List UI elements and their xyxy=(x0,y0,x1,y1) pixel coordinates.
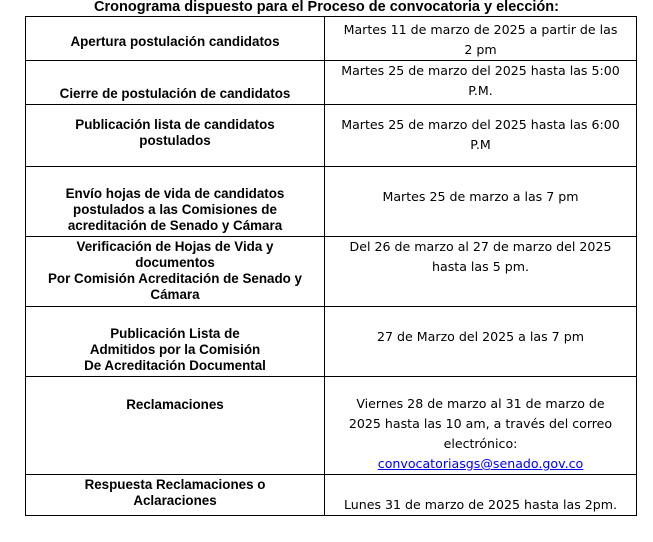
table-row xyxy=(26,61,637,105)
schedule-table xyxy=(25,16,637,516)
event-cell xyxy=(26,61,325,105)
event-cell xyxy=(26,307,325,377)
date-cell xyxy=(325,307,637,377)
date-cell xyxy=(325,475,637,516)
table-row xyxy=(26,17,637,61)
event-label: Envío hojas de vida de candidatos postulados a las Comisiones de acreditación de Senado y Cámara xyxy=(65,186,285,233)
date-label: Viernes 28 de marzo al 31 de marzo de 2025 hasta las 10 am, a través del correo electrónico: xyxy=(348,396,613,451)
date-cell xyxy=(325,167,637,237)
date-label: 27 de Marzo del 2025 a las 7 pm xyxy=(377,329,584,344)
event-cell xyxy=(26,167,325,237)
event-cell xyxy=(26,17,325,61)
event-label: Cierre de postulación de candidatos xyxy=(59,86,291,101)
event-cell xyxy=(26,377,325,475)
date-cell xyxy=(325,105,637,167)
table-row xyxy=(26,377,637,475)
event-cell xyxy=(26,475,325,516)
date-cell xyxy=(325,237,637,307)
date-cell xyxy=(325,377,637,475)
event-cell xyxy=(26,105,325,167)
date-content xyxy=(329,394,632,474)
event-label: Publicación lista de candidatos postulados xyxy=(75,117,275,148)
table-row xyxy=(26,105,637,167)
event-label: Respuesta Reclamaciones o Aclaraciones xyxy=(84,477,266,508)
event-label: Reclamaciones xyxy=(126,397,224,412)
date-cell xyxy=(325,17,637,61)
event-cell xyxy=(26,237,325,307)
table-row xyxy=(26,307,637,377)
event-label: Publicación Lista de Admitidos por la Comisión De Acreditación Documental xyxy=(84,326,266,373)
table-row xyxy=(26,237,637,307)
page-title: Cronograma dispuesto para el Proceso de convocatoria y elección: xyxy=(94,0,559,15)
event-label: Apertura postulación candidatos xyxy=(70,33,280,49)
date-label: Lunes 31 de marzo de 2025 hasta las 2pm. xyxy=(343,497,618,512)
date-label: Martes 11 de marzo de 2025 a partir de las 2 pm xyxy=(343,21,618,57)
email-link[interactable]: convocatoriasgs@senado.gov.co xyxy=(377,456,584,471)
table-row xyxy=(26,167,637,237)
date-label: Martes 25 de marzo del 2025 hasta las 6:00 P.M xyxy=(341,117,620,152)
date-label: Del 26 de marzo al 27 de marzo del 2025 hasta las 5 pm. xyxy=(349,239,612,274)
table-row xyxy=(26,475,637,516)
date-cell xyxy=(325,61,637,105)
date-label: Martes 25 de marzo a las 7 pm xyxy=(382,189,579,204)
date-label: Martes 25 de marzo del 2025 hasta las 5:00 P.M. xyxy=(341,63,620,98)
event-label: Verificación de Hojas de Vida y documentos Por Comisión Acreditación de Senado y Cámara xyxy=(48,239,302,302)
